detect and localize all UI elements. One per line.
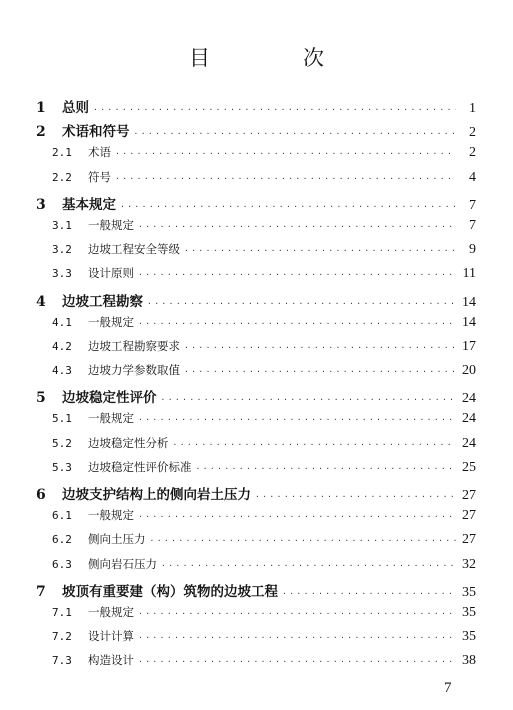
toc-entry-number: 3.1 <box>52 218 72 232</box>
toc-entry-page: 14 <box>462 314 476 330</box>
toc-entry-page: 27 <box>462 508 476 524</box>
toc-entry-number: 4.2 <box>52 339 72 353</box>
toc-entry-page: 32 <box>462 556 476 572</box>
toc-entry-title: 边坡支护结构上的侧向岩土压力 <box>62 487 251 503</box>
toc-section-row[interactable] <box>36 144 476 168</box>
toc-section-row[interactable] <box>36 628 476 652</box>
toc-entry-page: 24 <box>462 391 476 407</box>
toc-section-row[interactable] <box>36 338 476 362</box>
dot-leader <box>184 367 456 376</box>
toc-section-row[interactable] <box>36 217 476 241</box>
toc-entry-title: 边坡力学参数取值 <box>88 363 180 378</box>
toc-entry-number: 7.3 <box>52 654 72 668</box>
toc-section-row[interactable] <box>36 265 476 289</box>
page-title: 目 次 <box>189 46 360 70</box>
toc-entry-number: 4 <box>36 293 46 310</box>
toc-entry-title: 总则 <box>62 100 89 116</box>
toc-entry-page: 1 <box>469 101 476 116</box>
toc-entry-page: 2 <box>469 145 476 161</box>
toc-entry-number: 7.2 <box>52 630 72 644</box>
toc-section-row[interactable] <box>36 241 476 265</box>
toc-entry-number: 4.1 <box>52 315 72 329</box>
toc-section-row[interactable] <box>36 531 476 555</box>
dot-leader <box>161 561 456 570</box>
dot-leader <box>138 633 456 642</box>
dot-leader <box>138 319 456 328</box>
toc-entry-page: 35 <box>462 584 476 600</box>
toc-entry-page: 2 <box>469 125 476 141</box>
page-number: 7 <box>444 680 452 696</box>
toc-entry-number: 4.3 <box>52 364 72 378</box>
toc-entry-title: 边坡工程安全等级 <box>88 242 180 257</box>
toc-entry-title: 一般规定 <box>88 314 134 329</box>
table-of-contents <box>36 96 476 677</box>
toc-entry-page: 24 <box>462 435 476 451</box>
toc-entry-number: 5.2 <box>52 436 72 450</box>
dot-leader <box>134 129 457 138</box>
dot-leader <box>138 512 456 521</box>
toc-entry-title: 一般规定 <box>88 604 134 619</box>
dot-leader <box>184 343 456 352</box>
dot-leader <box>93 105 456 114</box>
dot-leader <box>196 464 457 473</box>
toc-entry-page: 38 <box>462 653 476 669</box>
toc-entry-number: 6.2 <box>52 533 72 547</box>
dot-leader <box>120 202 456 211</box>
toc-entry-page: 27 <box>462 532 476 548</box>
dot-leader <box>147 299 456 308</box>
toc-entry-title: 基本规定 <box>62 196 116 213</box>
toc-section-row[interactable] <box>36 507 476 531</box>
toc-entry-page: 4 <box>469 169 476 185</box>
dot-leader <box>161 395 457 404</box>
toc-chapter-row[interactable] <box>36 580 476 604</box>
toc-section-row[interactable] <box>36 652 476 676</box>
dot-leader <box>184 246 456 255</box>
toc-entry-title: 术语和符号 <box>62 124 130 141</box>
toc-entry-number: 6.1 <box>52 509 72 523</box>
toc-entry-page: 25 <box>462 459 476 475</box>
toc-entry-title: 一般规定 <box>88 217 134 232</box>
toc-entry-page: 7 <box>469 197 476 213</box>
toc-entry-number: 6.3 <box>52 557 72 571</box>
toc-entry-page: 17 <box>462 338 476 354</box>
toc-entry-title: 术语 <box>88 145 111 160</box>
toc-entry-title: 边坡稳定性分析 <box>88 435 169 450</box>
toc-entry-page: 35 <box>462 629 476 645</box>
toc-entry-number: 2.2 <box>52 170 72 184</box>
toc-entry-page: 14 <box>462 294 476 310</box>
toc-entry-page: 9 <box>469 242 476 258</box>
dot-leader <box>282 589 456 598</box>
toc-entry-title: 侧向岩石压力 <box>88 556 157 571</box>
toc-entry-number: 3 <box>36 196 46 213</box>
toc-entry-page: 11 <box>462 266 476 282</box>
toc-entry-number: 5.3 <box>52 460 72 474</box>
toc-entry-number: 1 <box>36 100 46 116</box>
toc-entry-page: 27 <box>462 488 476 503</box>
toc-entry-title: 构造设计 <box>88 653 134 668</box>
dot-leader <box>138 222 456 231</box>
toc-chapter-row[interactable] <box>36 483 476 507</box>
dot-leader <box>138 270 456 279</box>
toc-entry-title: 坡顶有重要建（构）筑物的边坡工程 <box>62 583 278 600</box>
dot-leader <box>138 609 456 618</box>
dot-leader <box>150 536 457 545</box>
toc-entry-title: 设计原则 <box>88 266 134 281</box>
dot-leader <box>138 657 456 666</box>
toc-chapter-row[interactable] <box>36 96 476 120</box>
toc-section-row[interactable] <box>36 556 476 580</box>
toc-entry-number: 5.1 <box>52 412 72 426</box>
toc-entry-number: 2.1 <box>52 146 72 160</box>
toc-entry-number: 6 <box>36 487 46 503</box>
toc-entry-page: 7 <box>469 217 476 233</box>
toc-chapter-row[interactable] <box>36 386 476 410</box>
toc-section-row[interactable] <box>36 314 476 338</box>
toc-entry-title: 边坡稳定性评价 <box>62 390 157 407</box>
toc-section-row[interactable] <box>36 459 476 483</box>
toc-section-row[interactable] <box>36 169 476 193</box>
toc-entry-title: 边坡工程勘察要求 <box>88 338 180 353</box>
toc-entry-title: 边坡工程勘察 <box>62 293 143 310</box>
toc-chapter-row[interactable] <box>36 290 476 314</box>
dot-leader <box>115 149 456 158</box>
toc-entry-title: 侧向土压力 <box>88 532 146 547</box>
toc-entry-number: 2 <box>36 124 46 141</box>
toc-entry-title: 一般规定 <box>88 508 134 523</box>
toc-entry-page: 20 <box>462 363 476 379</box>
toc-entry-title: 符号 <box>88 169 111 184</box>
toc-chapter-row[interactable] <box>36 120 476 144</box>
toc-chapter-row[interactable] <box>36 193 476 217</box>
toc-section-row[interactable] <box>36 362 476 386</box>
toc-entry-number: 3.2 <box>52 243 72 257</box>
toc-entry-number: 7 <box>36 583 46 600</box>
toc-entry-title: 边坡稳定性评价标准 <box>88 459 192 474</box>
toc-entry-number: 5 <box>36 390 46 407</box>
toc-entry-number: 7.1 <box>52 605 72 619</box>
dot-leader <box>173 440 457 449</box>
toc-section-row[interactable] <box>36 604 476 628</box>
toc-section-row[interactable] <box>36 435 476 459</box>
toc-entry-number: 3.3 <box>52 267 72 281</box>
toc-entry-title: 设计计算 <box>88 629 134 644</box>
dot-leader <box>255 492 456 501</box>
dot-leader <box>115 174 456 183</box>
toc-entry-page: 24 <box>462 411 476 427</box>
dot-leader <box>138 415 456 424</box>
toc-section-row[interactable] <box>36 410 476 434</box>
toc-entry-page: 35 <box>462 604 476 620</box>
toc-entry-title: 一般规定 <box>88 411 134 426</box>
